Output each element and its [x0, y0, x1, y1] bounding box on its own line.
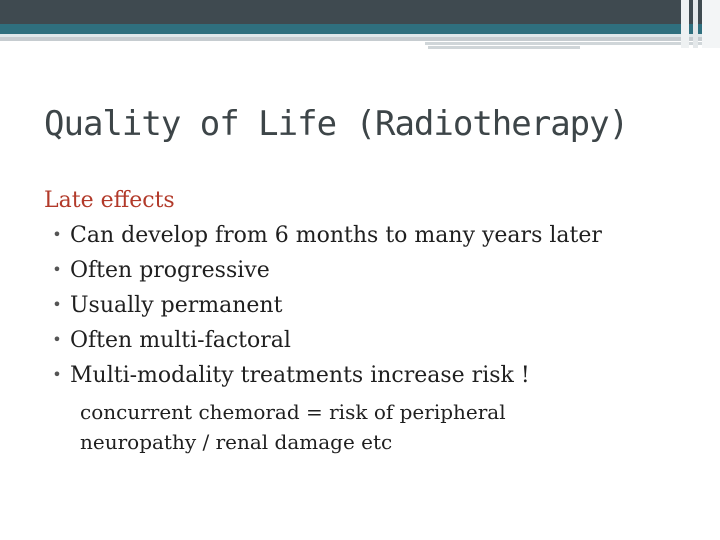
bullet-list [44, 218, 704, 393]
header-band-gray [0, 37, 720, 41]
bullet-text: Often multi-factoral [70, 328, 291, 353]
list-item [44, 358, 704, 393]
list-item [44, 218, 704, 253]
sub-note: concurrent chemorad = risk of peripheral neuropathy / renal damage etc [80, 400, 506, 454]
bullet-icon: • [52, 330, 62, 349]
corner-decoration [693, 0, 698, 48]
bullet-text: Usually permanent [70, 293, 283, 318]
bullet-text: Can develop from 6 months to many years later [70, 223, 602, 248]
list-item [44, 253, 704, 288]
list-item [44, 323, 704, 358]
slide-body [44, 186, 704, 457]
slide-title: Quality of Life (Radiotherapy) [44, 104, 629, 144]
corner-decoration [702, 0, 720, 48]
bullet-text: Often progressive [70, 258, 270, 283]
list-item [44, 288, 704, 323]
bullet-icon: • [52, 225, 62, 244]
bullet-icon: • [52, 260, 62, 279]
bullet-text: Multi-modality treatments increase risk ! [70, 363, 530, 388]
section-heading: Late effects [44, 188, 175, 213]
header-accent-bar [425, 42, 720, 45]
corner-decoration [681, 0, 689, 48]
header-band-teal [0, 24, 720, 34]
header-accent-bar-short [428, 46, 580, 49]
bullet-icon: • [52, 295, 62, 314]
header-band-dark [0, 0, 720, 24]
bullet-icon: • [52, 365, 62, 384]
